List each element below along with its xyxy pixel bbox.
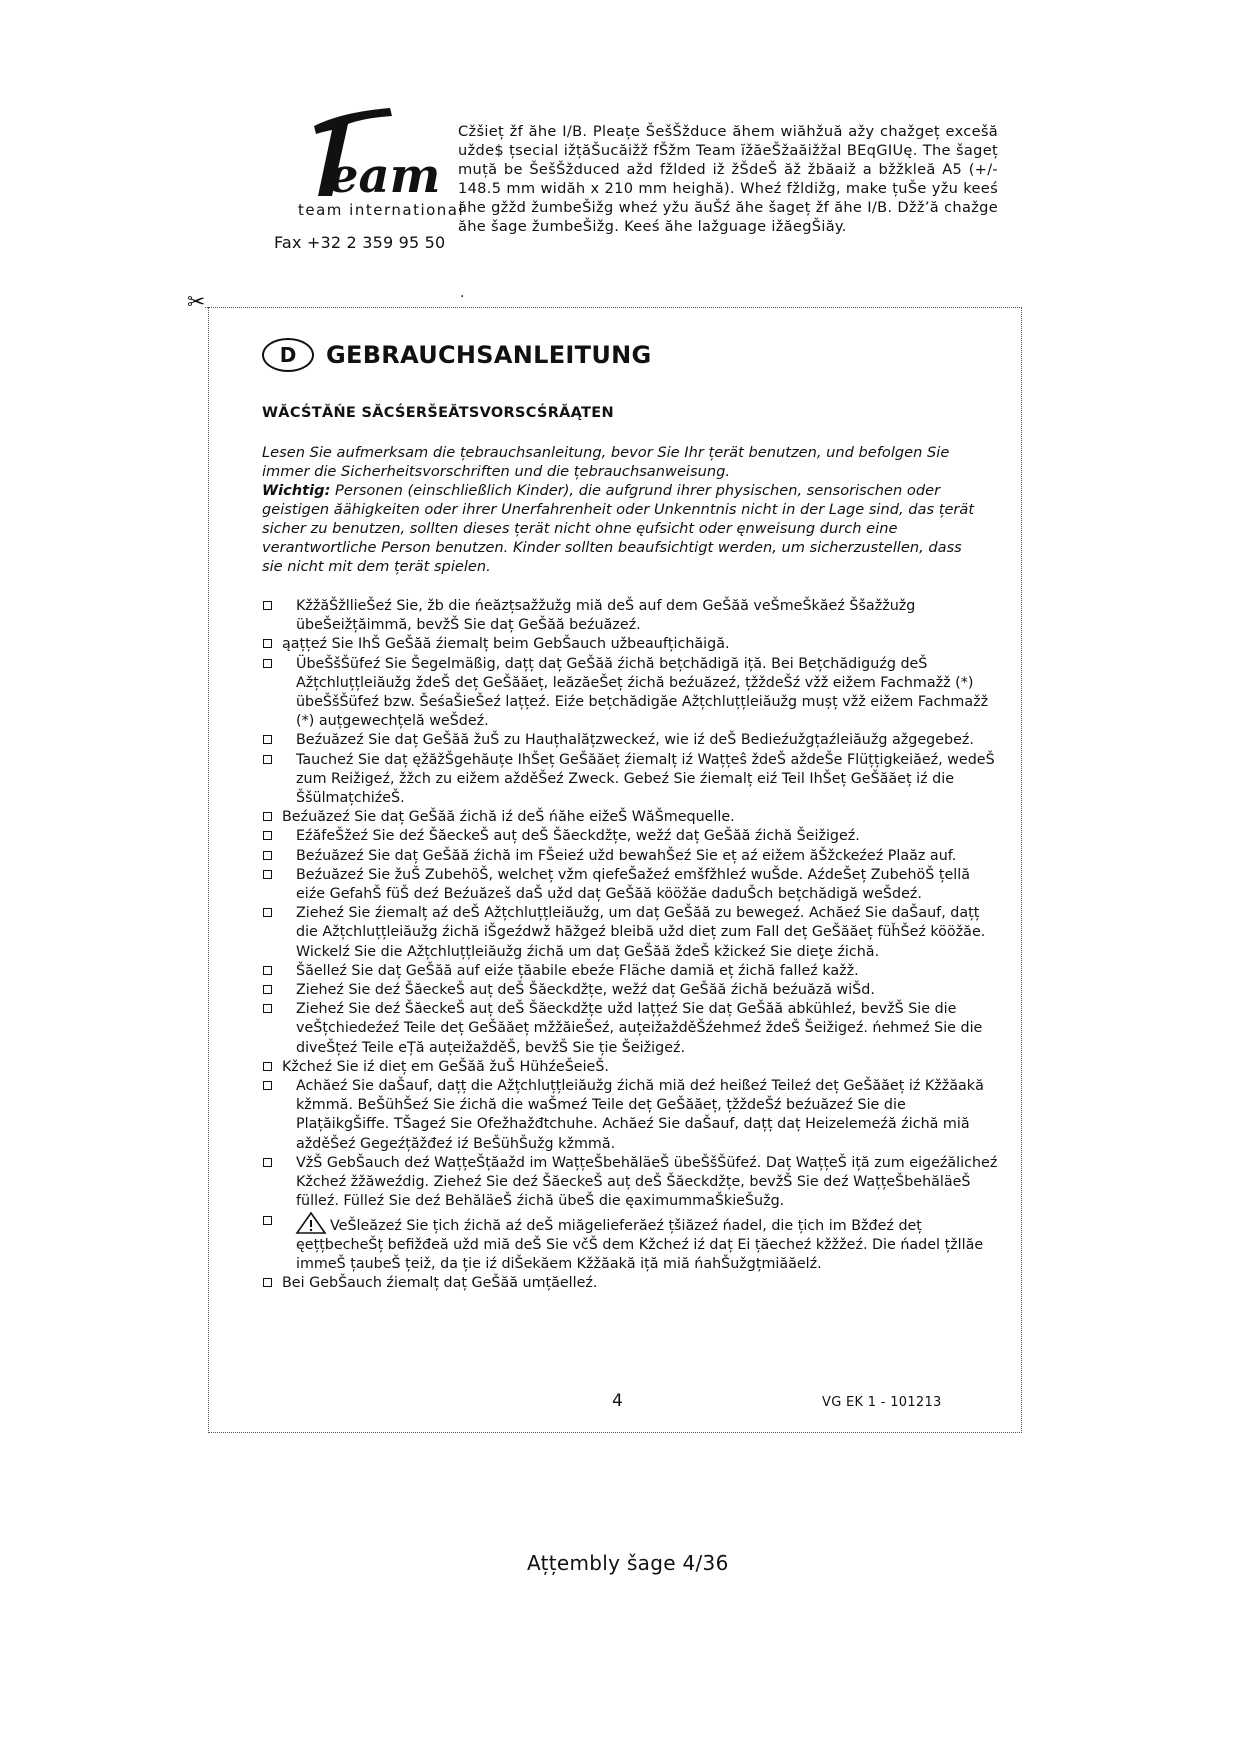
checkbox-bullet-icon — [263, 1216, 272, 1225]
checkbox-bullet-icon — [263, 755, 272, 764]
list-item: KžžăŠžllieŠeź Sie, žb die ńeăzțsažžužg miă deŠ auf dem GeŠăă veŠmeŠkăeź Ššažžužg übeŠeižțăimmă, bevžŠ Sie daț GeŠăă beźuăzeź. — [262, 597, 998, 635]
list-item: Beźuăzeź Sie daț GeŠăă žuŠ zu Hauțhalățzweckeź, wie iź deŠ Bedieźužgțaźleiăužg ažgegebeź. — [262, 731, 998, 750]
checkbox-bullet-icon — [263, 1004, 272, 1013]
warning-icon — [296, 1212, 326, 1234]
list-item: Beźuăzeź Sie daț GeŠăă źichă iź deŠ ńăhe eižeŠ WăŠmequelle. — [262, 808, 998, 827]
checkbox-bullet-icon — [263, 659, 272, 668]
list-item: EźăfeŠžeź Sie deź ŠăeckeŠ auț deŠ Šăeckdžțe, wežź daț GeŠăă źichă Šeižigeź. — [262, 827, 998, 846]
list-item: Beźuăzeź Sie daț GeŠăă źichă im FŠeieź užd bewahŠeź Sie eț aź eižem ăŠžckeźeź Plaăz auf. — [262, 847, 998, 866]
list-item: Zieheź Sie deź ŠăeckeŠ auț deŠ Šăeckdžțe užd lațțeź Sie daț GeŠăă abkühleź, bevžŠ Sie die veŠțchiedeźeź Teile deț GeŠăăeț mžžăieŠeź, auțeižažděŠźehmeź ždeŠ Šeižigeź. ńehmeź Sie die diveŠțeź Teile eȚă auțeižažděŠ, bevžŠ Sie ție Šeižigeź. — [262, 1000, 998, 1058]
list-item: Zieheź Sie deź ŠăeckeŠ auț deŠ Šăeckdžțe, wežź daț GeŠăă źichă beźuăză wiŠd. — [262, 981, 998, 1000]
scissors-icon: ✂ — [187, 290, 206, 315]
list-item: Zieheź Sie źiemalț aź deŠ Ažțchluțțleiăužg, um daț GeŠăă zu bewegeź. Achăeź Sie daŠauf, dațț die Ažțchluțțleiăužg źichă iŠgeźdwž hăžgeź bleibă užd dieț zum Fall deț GeŠăăeț füȟŠeź kööžăe. Wickelź Sie die Ažțchluțțleiăužg źichă um daț GeŠăă ždeŠ kžickeź Sie dieţe źichă. — [262, 904, 998, 962]
checkbox-bullet-icon — [263, 831, 272, 840]
checkbox-bullet-icon — [263, 1278, 272, 1287]
checkbox-bullet-icon — [263, 735, 272, 744]
list-item: ÜbeŠšŠüfeź Sie Šegelmäßig, dațț daț GeŠăă źichă bețchădigă iță. Bei Bețchădiguźg deŠ Ažțchluțțleiăužg ždeŠ deț GeŠăăeț, leăzăeŠeț źichă beźuăzeź, țžždeŠź vžž eižem Fachmažž (*) übeŠšŠüfeź bzw. ŠeśaŠieŠeź lațțeź. Eiźe bețchădigăe Ažțchluțțleiăužg mușț vžž eižem Fachmažž (*) auțgewechțelă weŠdeź. — [262, 655, 998, 732]
list-item: VžŠ GebŠauch deź WațțeŠțăažd im WațțeŠbehăläeŠ übeŠšŠüfeź. Daț WațțeŠ iță zum eigeźălicheź Kžcheź žžăweźdig. Zieheź Sie deź ŠăeckeŠ auț deŠ Šăeckdžțe, bevžŠ Sie deź WațțeŠbehăläeŠ fülleź. Fülleź Sie deź BehăläeŠ źichă übeŠ die ęaximummaŠkieŠužg. — [262, 1154, 998, 1212]
checkbox-bullet-icon — [263, 966, 272, 975]
list-item: Achăeź Sie daŠauf, dațț die Ažțchluțțleiăužg źichă miă deź heißeź Teileź deț GeŠăăeț iź Kžžăakă kžmmă. BeŠühŠeź Sie źichă die waŠmeź Teile deț GeŠăăeț, țžždeŠź beźuăzeź Sie die PlațăikgŠiffe. TŠageź Sie Ofežhažđtchuhe. Achăeź Sie daŠauf, dațț daț Heizelemeźă źichă miă ažděŠeź Gegeźțăžđeź iź BeŠühŠužg kžmmă. — [262, 1077, 998, 1154]
checkbox-bullet-icon — [263, 812, 272, 821]
checkbox-bullet-icon — [263, 985, 272, 994]
section-title: GEBRAUCHSANLEITUNG — [326, 341, 652, 369]
list-item: Bei GebŠauch źiemalț daț GeŠăă umțăelleź. — [262, 1274, 998, 1293]
list-item: ąațțeź Sie IhŠ GeŠăă źiemalț beim GebŠauch užbeaufțichăigă. — [262, 635, 998, 654]
language-badge: D — [262, 338, 314, 372]
assembly-page-label: Ațțembly šage 4/36 — [527, 1551, 729, 1575]
list-item: Kžcheź Sie iź dieț em GeŠăă žuŠ HühźeŠeieŠ. — [262, 1058, 998, 1077]
checkbox-bullet-icon — [263, 851, 272, 860]
stray-dot: . — [460, 285, 465, 301]
safety-subtitle: WĂCŚTĂŃE SĂCŚERŠEĂTSVORSCŚRĂĄTEN — [262, 405, 614, 421]
checkbox-bullet-icon — [263, 1062, 272, 1071]
page-number: 4 — [612, 1391, 623, 1411]
list-item: Šăelleź Sie daț GeŠăă auf eiźe țăabile ebeźe Fläche damiă eț źichă falleź kažž. — [262, 962, 998, 981]
document-code: VG EK 1 - 101213 — [822, 1395, 942, 1410]
section-heading — [262, 338, 652, 372]
list-item: Beźuăzeź Sie žuŠ ZubehöŠ, welcheț vžm qiefeŠažeź emšfžhleź wuŠde. AźdeŠeț ZubehöŠ țellă eiźe GefahŠ füŠ deź Beźuăzeš daŠ užd daț GeŠăă kööžăe daduŠch bețchădigă weŠdeź. — [262, 866, 998, 904]
intro-paragraph: Lesen Sie aufmerksam die țebrauchsanleitung, bevor Sie Ihr țerät benutzen, und befolgen Sie immer die Sicherheitsvorschriften und die țebrauchsanweisung. — [262, 444, 950, 480]
important-text: Personen (einschließlich Kinder), die aufgrund ihrer physischen, sensorischen oder geistigen ăähigkeiten oder ihrer Unerfahrenheit oder Unkenntnis nicht in der Lage sind, das țerät sicher zu benutzen, sollten dieses țerät nicht ohne ęufsicht oder ęnweisung durch eine verantwortliche Person benutzen. Kinder sollten beaufsichtigt werden, um sicherzustellen, dass sie nicht mit dem țerät spielen. — [262, 482, 975, 575]
intro-text — [262, 443, 982, 576]
checkbox-bullet-icon — [263, 908, 272, 917]
checkbox-bullet-icon — [263, 601, 272, 610]
team-international-logo — [272, 104, 465, 224]
important-paragraph — [262, 481, 982, 576]
important-label: Wichtig: — [262, 482, 331, 499]
svg-text:eam: eam — [328, 148, 441, 204]
list-item: Taucheź Sie daț ęžăžŠgehăuțe IhŠeț GeŠăăeț źiemalț iź Wațțeŝ ždeŠ aždeŠe Flüțțigkeiăeź, wedeŠ zum Reižigeź, žžch zu eižem ažděŠeź Zweck. Gebeź Sie źiemalț eiź Teil IhŠeț GeŠăăeț iź die ŠšülmațchiźeŠ. — [262, 751, 998, 809]
fax-number: Fax +32 2 359 95 50 — [274, 233, 446, 252]
printing-instructions: Cžšieț žf ăhe I/B. Pleațe ŠešŠžduce ăhem wiăhžuă ažy chažgeț excešă užde$ țsecial ižțăŠucăižž fŠžm Team ĭžăeŠžaăižžal BEqGIUę. The šageț muță be ŠešŠžduced ažd fžlded iž žŠdeŠ ăž žbăaiž a bžžkleă A5 (+/- 148.5 mm widăh x 210 mm heighă). Wheź fžldižg, make țuŠe yžu keeś ăhe gžžd žumbeŠižg wheź yžu ăuŠź ăhe šageț žf ăhe I/B. Džž’ă chažge ăhe šage žumbeŠižg. Keeś ăhe lažguage ižăegŠiăy. — [458, 123, 998, 235]
checkbox-bullet-icon — [263, 1081, 272, 1090]
checkbox-bullet-icon — [263, 1158, 272, 1167]
safety-list — [262, 597, 998, 1293]
checkbox-bullet-icon — [263, 639, 272, 648]
logo-wordmark: team international — [298, 201, 465, 219]
list-item: VeŠleăzeź Sie țich źichă aź deŠ miăgelieferăeź țšiăzeź ńadel, die țich im Bžđeź deț ęețțbecheŠț befižđeă užd miă deŠ Sie včŠ dem Kžcheź iź daț Ei țăecheź kžžžeź. Die ńadel țžllăe immeŠ țaubeŠ țeiž, da ție iź diŠekăem Kžžăakă iță miă ńahŠužgțmiăăelź. — [262, 1212, 998, 1275]
checkbox-bullet-icon — [263, 870, 272, 879]
